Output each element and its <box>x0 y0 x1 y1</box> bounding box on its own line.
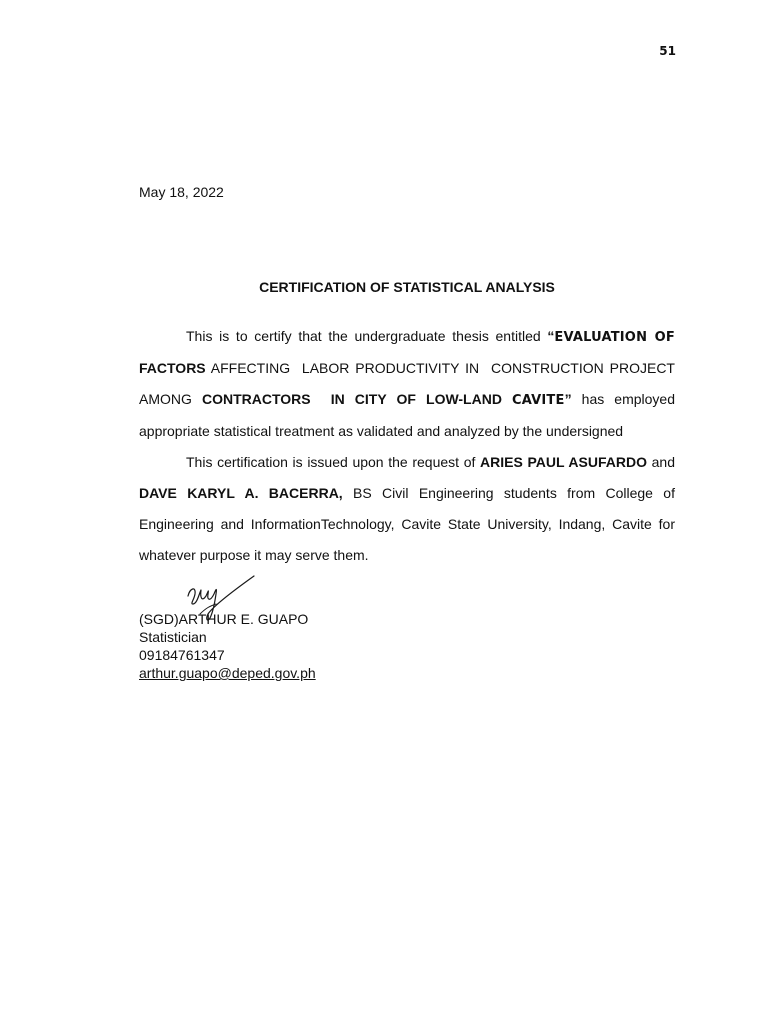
paragraph-outro: has employed appropriate statistical treatment as validated and analyzed by the undersigned <box>139 391 676 439</box>
request-intro: This certification is issued upon the request of <box>186 454 481 470</box>
thesis-title-part1: EVALUATION OF <box>554 330 675 345</box>
document-title: CERTIFICATION OF STATISTICAL ANALYSIS <box>259 279 555 295</box>
certification-body <box>139 321 675 571</box>
page-number: 51 <box>659 44 676 58</box>
conjunction: and <box>646 454 675 470</box>
thesis-open-quote: “ <box>547 328 555 344</box>
paragraph-intro: This is to certify that the undergraduate thesis entitled <box>186 328 548 344</box>
signatory-position: Statistician <box>139 629 207 645</box>
thesis-title-middle: AFFECTING LABOR PRODUCTIVITY IN CONSTRUCTION PROJECT AMONG <box>139 360 675 407</box>
student-name-1: ARIES PAUL ASUFARDO <box>480 454 647 470</box>
certification-paragraph <box>139 321 675 447</box>
thesis-title-part4: CAVITE <box>512 393 565 408</box>
request-paragraph <box>139 447 675 571</box>
signatory-block <box>139 610 316 682</box>
thesis-close-quote: ” <box>564 391 572 407</box>
thesis-title-part3: CONTRACTORS IN CITY OF LOW-LAND <box>201 391 513 407</box>
student-name-2: DAVE KARYL A. BACERRA, <box>139 485 343 501</box>
signatory-phone: 09184761347 <box>139 647 225 663</box>
signatory-name: (SGD)ARTHUR E. GUAPO <box>139 611 309 627</box>
request-outro: BS Civil Engineering students from College of Engineering and InformationTechnology, Cavite State University, Indang, Cavite for whatever purpose it may serve them. <box>139 485 675 563</box>
thesis-title-part2: FACTORS <box>139 360 206 376</box>
letter-date: May 18, 2022 <box>139 184 224 200</box>
signatory-email-link[interactable]: arthur.guapo@deped.gov.ph <box>139 665 316 681</box>
